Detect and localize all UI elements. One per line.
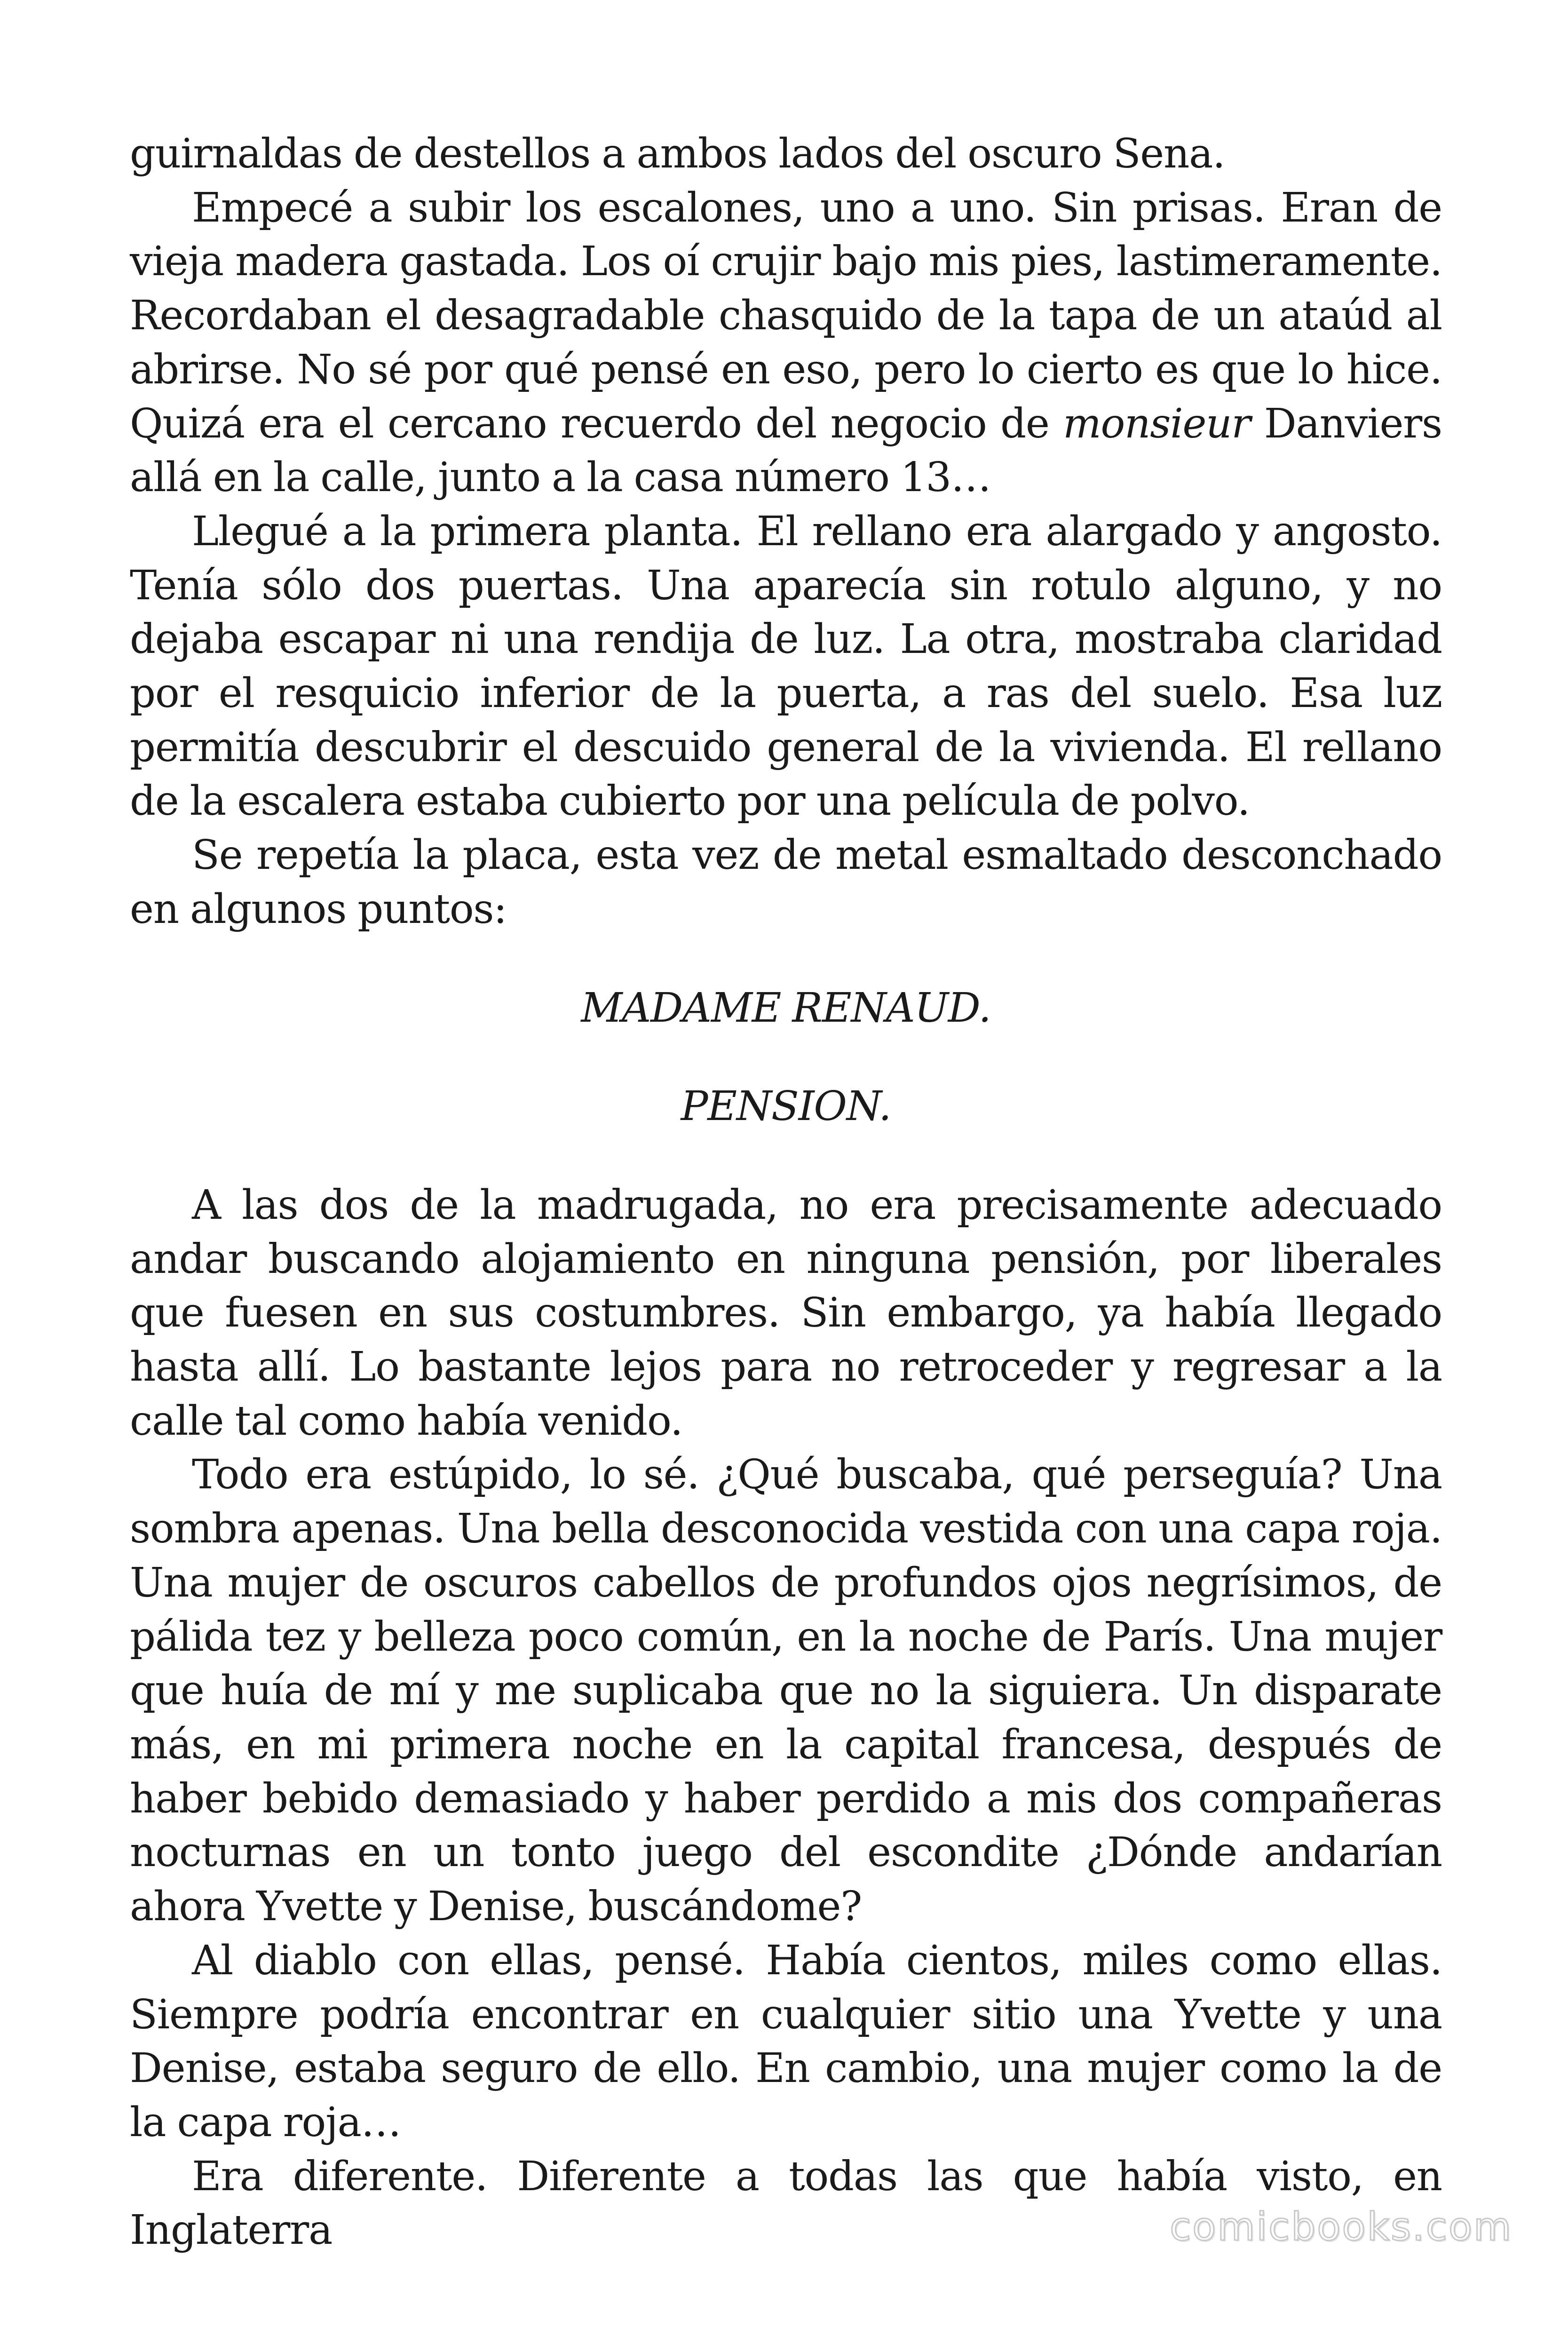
paragraph: Todo era estúpido, lo sé. ¿Qué buscaba, qué perseguía? Una sombra apenas. Una bella desconocida vestida con una capa roja. Una mujer de oscuros cabellos de profundos ojos negrísimos, de pálida tez y belleza poco común, en la noche de París. Una mujer que huía de mí y me suplicaba que no la siguiera. Un disparate más, en mi primera noche en la capital francesa, después de haber bebido demasiado y haber perdido a mis dos compañeras nocturnas en un tonto juego del escondite ¿Dónde andarían ahora Yvette y Denise, buscándome? (130, 1451, 1442, 1931)
italic-word: monsieur (1063, 400, 1251, 447)
paragraph: A las dos de la madrugada, no era precisamente adecuado andar buscando alojamiento en ninguna pensión, por liberales que fuesen en sus costumbres. Sin embargo, ya había llegado hasta allí. Lo bastante lejos para no retroceder y regresar a la calle tal como había venido. (130, 1181, 1442, 1445)
paragraph: Al diablo con ellas, pensé. Había cientos, miles como ellas. Siempre podría encontrar en cualquier sitio una Yvette y una Denise, estaba seguro de ello. En cambio, una mujer como la de la capa roja… (130, 1937, 1442, 2146)
sign-line-name: MADAME RENAUD. (581, 984, 991, 1032)
paragraph-text: Empecé a subir los escalones, uno a uno. Sin prisas. Eran de vieja madera gastada. Los oí crujir bajo mis pies, lastimeramente. Recordaban el desagradable chasquido de la tapa de un ataúd al abrirse. No sé por qué pensé en eso, pero lo cierto es que lo hice. Quizá era el cercano recuerdo del negocio de (130, 184, 1442, 447)
paragraph (130, 181, 1442, 505)
watermark: comicbooks.com (1170, 2205, 1513, 2249)
paragraph-text: Danviers allá en la calle, junto a la casa número 13… (130, 400, 1442, 501)
paragraph: Era diferente. Diferente a todas las que había visto, en Inglaterra (130, 2153, 1442, 2254)
sign-line-pension: PENSION. (681, 1083, 891, 1130)
paragraph: Se repetía la placa, esta vez de metal esmaltado desconchado en algunos puntos: (130, 832, 1442, 933)
paragraph: guirnaldas de destellos a ambos lados del oscuro Sena. (130, 130, 1225, 177)
book-page (130, 127, 1442, 2257)
paragraph: Llegué a la primera planta. El rellano era alargado y angosto. Tenía sólo dos puertas. Una aparecía sin rotulo alguno, y no dejaba escapar ni una rendija de luz. La otra, mostraba claridad por el resquicio inferior de la puerta, a ras del suelo. Esa luz permitía descubrir el descuido general de la vivienda. El rellano de la escalera estaba cubierto por una película de polvo. (130, 508, 1442, 825)
